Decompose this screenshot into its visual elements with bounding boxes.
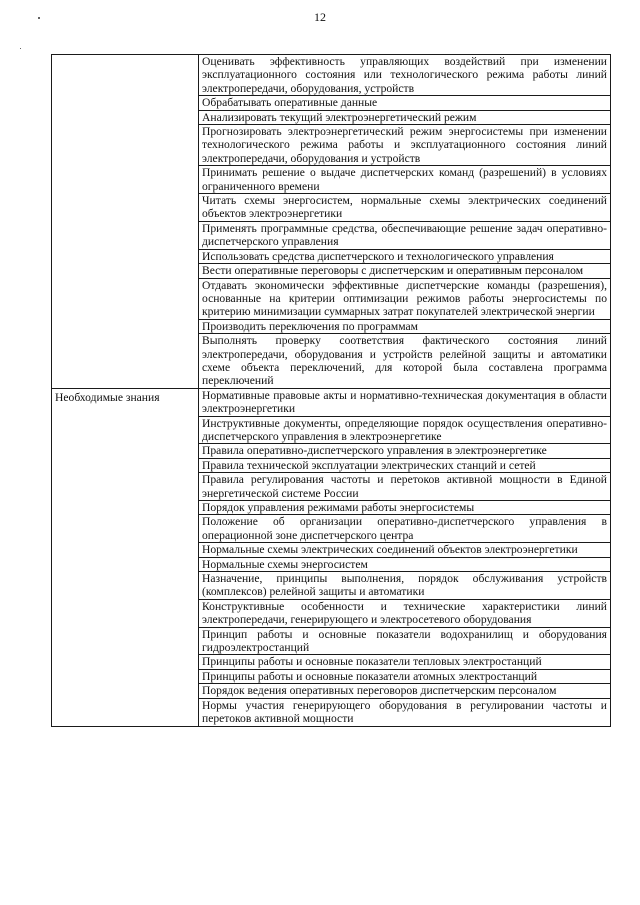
table-cell-item: Правила оперативно-диспетчерского управления в электроэнергетике xyxy=(199,444,611,458)
table-cell-item: Вести оперативные переговоры с диспетчерским и оперативным персоналом xyxy=(199,264,611,278)
table-cell-item: Нормальные схемы энергосистем xyxy=(199,557,611,571)
table-cell-item: Анализировать текущий электроэнергетический режим xyxy=(199,110,611,124)
scan-speck xyxy=(38,17,40,19)
table-row xyxy=(52,55,611,96)
table-cell-item: Положение об организации оперативно-диспетчерского управления в операционной зоне диспетчерского центра xyxy=(199,515,611,543)
table-cell-item: Применять программные средства, обеспечивающие решение задач оперативно-диспетчерского управления xyxy=(199,221,611,249)
table-cell-item: Производить переключения по программам xyxy=(199,319,611,333)
table-cell-item: Инструктивные документы, определяющие порядок осуществления оперативно-диспетчерского управления в электроэнергетике xyxy=(199,416,611,444)
table-cell-item: Нормативные правовые акты и нормативно-техническая документация в области электроэнергетики xyxy=(199,388,611,416)
competency-table xyxy=(51,54,611,727)
table-cell-item: Использовать средства диспетчерского и технологического управления xyxy=(199,249,611,263)
table-cell-item: Правила регулирования частоты и перетоков активной мощности в Единой энергетической системе России xyxy=(199,473,611,501)
table-cell-item: Нормальные схемы электрических соединений объектов электроэнергетики xyxy=(199,543,611,557)
table-cell-item: Правила технической эксплуатации электрических станций и сетей xyxy=(199,458,611,472)
table-cell-item: Прогнозировать электроэнергетический режим энергосистемы при изменении технологического режима работы и эксплуатационного состояния линий электропередачи, оборудования и устройств xyxy=(199,125,611,166)
table-cell-item: Принципы работы и основные показатели атомных электростанций xyxy=(199,669,611,683)
table-cell-item: Читать схемы энергосистем, нормальные схемы электрических соединений объектов электроэнергетики xyxy=(199,194,611,222)
table-cell-item: Выполнять проверку соответствия фактического состояния линий электропередачи, оборудования и устройств релейной защиты и автоматики схеме объекта переключений, для которой была составлена программа переключений xyxy=(199,334,611,389)
table-cell-section-empty xyxy=(52,55,199,389)
section-label: Необходимые знания xyxy=(52,388,199,726)
table-cell-item: Назначение, принципы выполнения, порядок обслуживания устройств (комплексов) релейной защиты и автоматики xyxy=(199,572,611,600)
table-cell-item: Оценивать эффективность управляющих воздействий при изменении эксплуатационного состояния или технологического режима работы линий электропередачи, оборудования, устройств xyxy=(199,55,611,96)
table-cell-item: Порядок управления режимами работы энергосистемы xyxy=(199,501,611,515)
scan-speck xyxy=(20,48,21,49)
table-cell-item: Принимать решение о выдаче диспетчерских команд (разрешений) в условиях ограниченного времени xyxy=(199,166,611,194)
table-cell-item: Принципы работы и основные показатели тепловых электростанций xyxy=(199,655,611,669)
table-row xyxy=(52,388,611,416)
table-cell-item: Конструктивные особенности и технические характеристики линий электропередачи, генерирующего и электросетевого оборудования xyxy=(199,599,611,627)
table-cell-item: Отдавать экономически эффективные диспетчерские команды (разрешения), основанные на критерии оптимизации режимов работы энергосистемы по критерию минимизации суммарных затрат покупателей электрической энергии xyxy=(199,278,611,319)
page-number: 12 xyxy=(314,10,326,24)
table-cell-item: Обрабатывать оперативные данные xyxy=(199,96,611,110)
table-cell-item: Принцип работы и основные показатели водохранилищ и оборудования гидроэлектростанций xyxy=(199,627,611,655)
table-cell-item: Порядок ведения оперативных переговоров диспетчерским персоналом xyxy=(199,684,611,698)
table-cell-item: Нормы участия генерирующего оборудования в регулировании частоты и перетоков активной мощности xyxy=(199,698,611,726)
competency-table-body xyxy=(52,55,611,727)
